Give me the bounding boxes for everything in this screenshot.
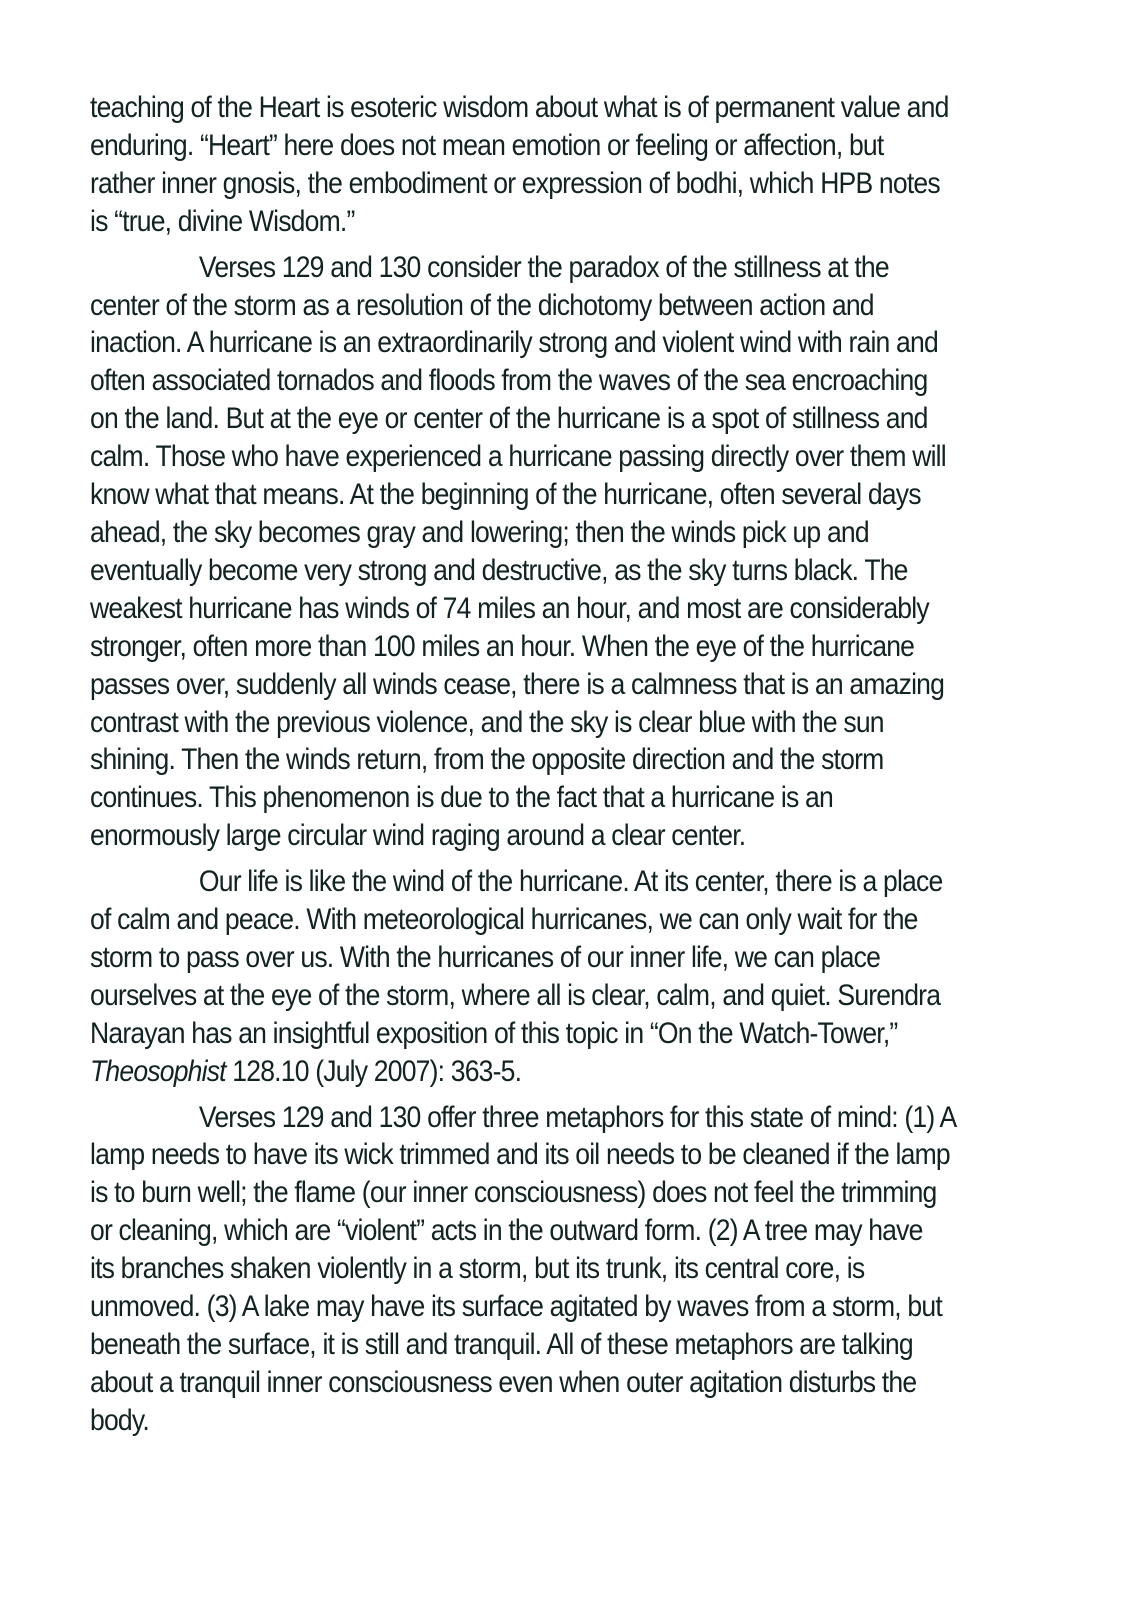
text-line: Our life is like the wind of the hurricane. At its center, there is a place <box>198 865 943 899</box>
text-line: weakest hurricane has winds of 74 miles an hour, and most are considerably <box>90 591 929 625</box>
text-line: teaching of the Heart is esoteric wisdom about what is of permanent value and <box>90 91 949 124</box>
text-line: Verses 129 and 130 consider the paradox of the stillness at the <box>198 250 889 284</box>
citation-line <box>90 1053 954 1091</box>
paragraph-three-metaphors <box>90 1099 1050 1440</box>
text-line: rather inner gnosis, the embodiment or expression of bodhi, which HPB notes <box>90 166 940 200</box>
text-line: often associated tornados and floods from the waves of the sea encroaching <box>90 364 928 398</box>
text-line: continues. This phenomenon is due to the fact that a hurricane is an <box>90 781 833 815</box>
text-line: stronger, often more than 100 miles an hour. When the eye of the hurricane <box>90 629 915 663</box>
citation-details: 128.10 (July 2007): 363-5. <box>225 1054 522 1088</box>
text-line: or cleaning, which are “violent” acts in the outward form. (2) A tree may have <box>90 1214 923 1248</box>
text-line: inaction. A hurricane is an extraordinarily strong and violent wind with rain and <box>90 326 938 360</box>
text-line: body. <box>90 1403 149 1437</box>
text-line: about a tranquil inner consciousness even when outer agitation disturbs the <box>90 1365 917 1399</box>
text-line: is to burn well; the flame (our inner consciousness) does not feel the trimming <box>90 1176 937 1210</box>
text-line: Verses 129 and 130 offer three metaphors for this state of mind: (1) A <box>198 1100 957 1134</box>
text-line: unmoved. (3) A lake may have its surface agitated by waves from a storm, but <box>90 1290 942 1324</box>
text-line: ourselves at the eye of the storm, where all is clear, calm, and quiet. Surendra <box>90 978 941 1012</box>
journal-title: Theosophist <box>90 1054 226 1088</box>
text-line: Narayan has an insightful exposition of this topic in “On the Watch-Tower,” <box>90 1016 898 1050</box>
text-line: enduring. “Heart” here does not mean emotion or feeling or affection, but <box>90 128 884 162</box>
text-line: beneath the surface, it is still and tranquil. All of these metaphors are talking <box>90 1328 913 1361</box>
text-line: eventually become very strong and destructive, as the sky turns black. The <box>90 553 908 587</box>
paragraph-inner-life <box>90 863 1050 1090</box>
text-line: calm. Those who have experienced a hurricane passing directly over them will <box>90 440 946 474</box>
text-line: center of the storm as a resolution of the dichotomy between action and <box>90 288 874 322</box>
paragraph-hurricane-paradox <box>90 249 1050 856</box>
text-line: of calm and peace. With meteorological hurricanes, we can only wait for the <box>90 903 918 937</box>
text-line: ahead, the sky becomes gray and lowering; then the winds pick up and <box>90 515 869 549</box>
document-page <box>90 89 1050 1448</box>
paragraph-heart-teaching <box>90 89 1050 241</box>
text-line: on the land. But at the eye or center of the hurricane is a spot of stillness and <box>90 402 928 436</box>
text-line: contrast with the previous violence, and the sky is clear blue with the sun <box>90 705 884 739</box>
text-line: shining. Then the winds return, from the opposite direction and the storm <box>90 743 884 777</box>
text-line: passes over, suddenly all winds cease, there is a calmness that is an amazing <box>90 667 945 701</box>
text-line: is “true, divine Wisdom.” <box>90 204 355 238</box>
text-line: storm to pass over us. With the hurricanes of our inner life, we can place <box>90 940 881 974</box>
text-line: lamp needs to have its wick trimmed and its oil needs to be cleaned if the lamp <box>90 1138 950 1172</box>
text-line: enormously large circular wind raging around a clear center. <box>90 819 746 853</box>
text-line: its branches shaken violently in a storm, but its trunk, its central core, is <box>90 1252 865 1286</box>
text-line: know what that means. At the beginning of the hurricane, often several days <box>90 478 921 512</box>
